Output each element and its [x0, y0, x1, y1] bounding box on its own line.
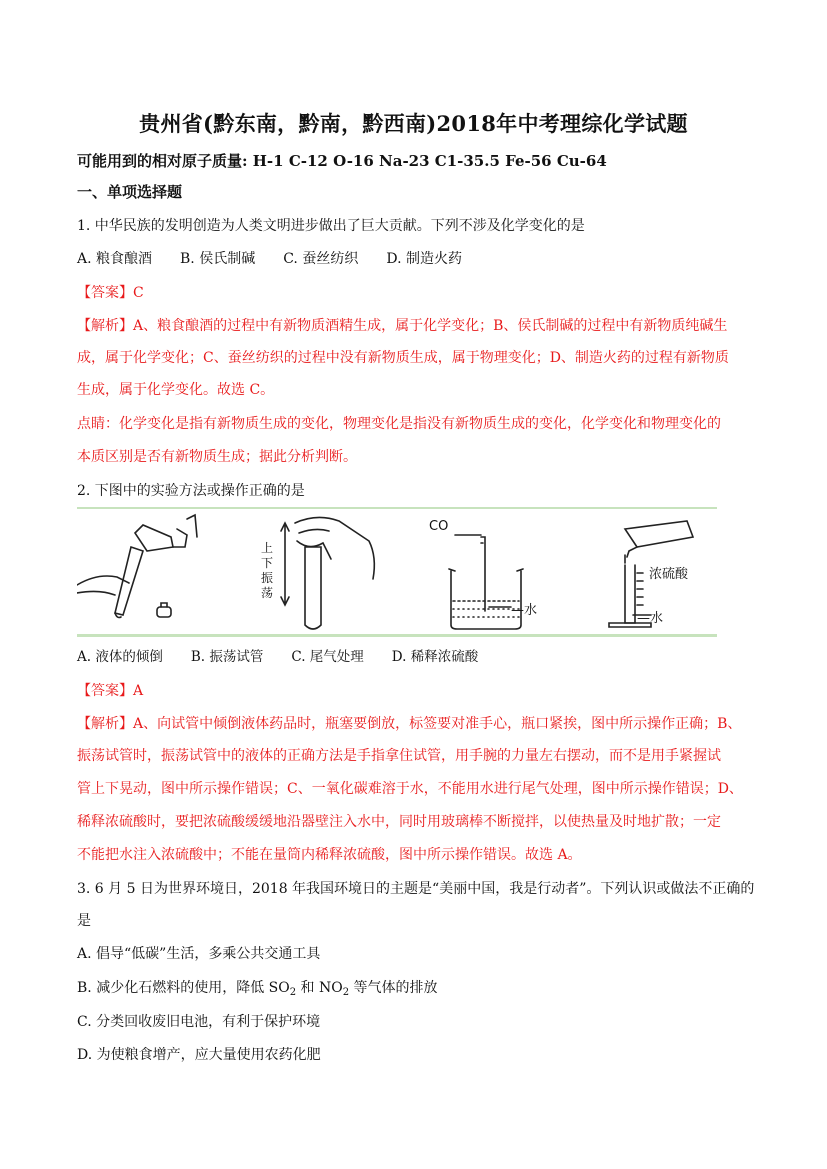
q3-option-b: B. 减少化石燃料的使用，降低 $SO_2$ 和 $NO_2$ 等气体的排放 — [77, 980, 438, 998]
atomic-masses-line: 可能用到的相对原子质量: H-1 C-12 O-16 Na-23 C1-35.5 Fe-56 Cu-64 — [77, 152, 607, 170]
q2-analysis-line: 振荡试管时，振荡试管中的液体的正确方法是手指拿住试管，用手腕的力量左右摆动，而不是用手紧握试 — [77, 748, 721, 764]
q1-option-b: B. 侯氏制碱 — [180, 251, 256, 267]
pouring-liquid-drawing — [77, 515, 197, 618]
q1-option-d: D. 制造火药 — [386, 251, 462, 267]
q1-answer: 【答案】C — [77, 285, 144, 301]
q1-options — [77, 249, 753, 269]
q3-option-a: A. 倡导“低碳”生活，多乘公共交通工具 — [77, 946, 321, 962]
q3-stem-line: 3. 6 月 5 日为世界环境日，2018 年我国环境日的主题是“美丽中国，我是行动者”。下列认识或做法不正确的 — [77, 881, 755, 897]
q2-option-c: C. 尾气处理 — [291, 649, 364, 665]
co-label: CO — [429, 519, 449, 534]
q1-option-a: A. 粮食酿酒 — [77, 251, 153, 267]
q2-answer: 【答案】A — [77, 683, 144, 699]
q2-option-a: A. 液体的倾倒 — [77, 649, 163, 665]
q1-option-c: C. 蚕丝纺织 — [283, 251, 359, 267]
q2-stem: 2. 下图中的实验方法或操作正确的是 — [77, 483, 305, 499]
q3-stem-line: 是 — [77, 913, 91, 929]
q2-option-b: B. 振荡试管 — [190, 649, 264, 665]
figure-bottom-rule — [77, 634, 717, 637]
q2-options — [77, 647, 753, 667]
q1-tip-line: 点睛：化学变化是指有新物质生成的变化，物理变化是指没有新物质生成的变化，化学变化和物理变化的 — [77, 416, 721, 432]
q1-analysis-line: 成，属于化学变化；C、蚕丝纺织的过程中没有新物质生成，属于物理变化；D、制造火药的过程有新物质 — [77, 350, 729, 366]
q1-analysis-line: 【解析】A、粮食酿酒的过程中有新物质酒精生成，属于化学变化；B、侯氏制碱的过程中有新物质纯碱生 — [77, 318, 728, 334]
q2-analysis-line: 【解析】A、向试管中倾倒液体药品时，瓶塞要倒放，标签要对准手心，瓶口紧挨，图中所示操作正确；B、 — [77, 716, 742, 732]
lab-drawings — [77, 507, 717, 637]
q2-option-d: D. 稀释浓硫酸 — [391, 649, 479, 665]
q2-analysis-line: 稀释浓硫酸时，要把浓硫酸缓缓地沿器壁注入水中，同时用玻璃棒不断搅拌，以使热量及时地扩散；一定 — [77, 814, 721, 830]
q1-stem: 1. 中华民族的发明创造为人类文明进步做出了巨大贡献。下列不涉及化学变化的是 — [77, 218, 585, 234]
section-heading: 一、单项选择题 — [77, 183, 183, 201]
q2-analysis-line: 管上下晃动，图中所示操作错误；C、一氧化碳难溶于水，不能用水进行尾气处理，图中所示操作错误；D、 — [77, 781, 743, 797]
acid-label: 浓硫酸 — [649, 567, 689, 582]
q1-tip-line: 本质区别是否有新物质生成；据此分析判断。 — [77, 449, 357, 465]
water-label-d: —水 — [637, 611, 664, 626]
water-label-c: —水 — [511, 603, 538, 618]
shaking-tube-drawing — [281, 517, 374, 629]
shake-label: 上 下 振 荡 — [261, 541, 274, 600]
q1-analysis-line: 生成，属于化学变化。故选 C。 — [77, 382, 275, 398]
page-title: 贵州省(黔东南，黔南，黔西南)2018年中考理综化学试题 — [139, 111, 688, 136]
lab-operations-figure — [77, 507, 717, 637]
q3-option-c: C. 分类回收废旧电池，有利于保护环境 — [77, 1014, 321, 1030]
q2-analysis-line: 不能把水注入浓硫酸中；不能在量筒内稀释浓硫酸，图中所示操作错误。故选 A。 — [77, 847, 582, 863]
q3-option-d: D. 为使粮食增产，应大量使用农药化肥 — [77, 1047, 321, 1063]
